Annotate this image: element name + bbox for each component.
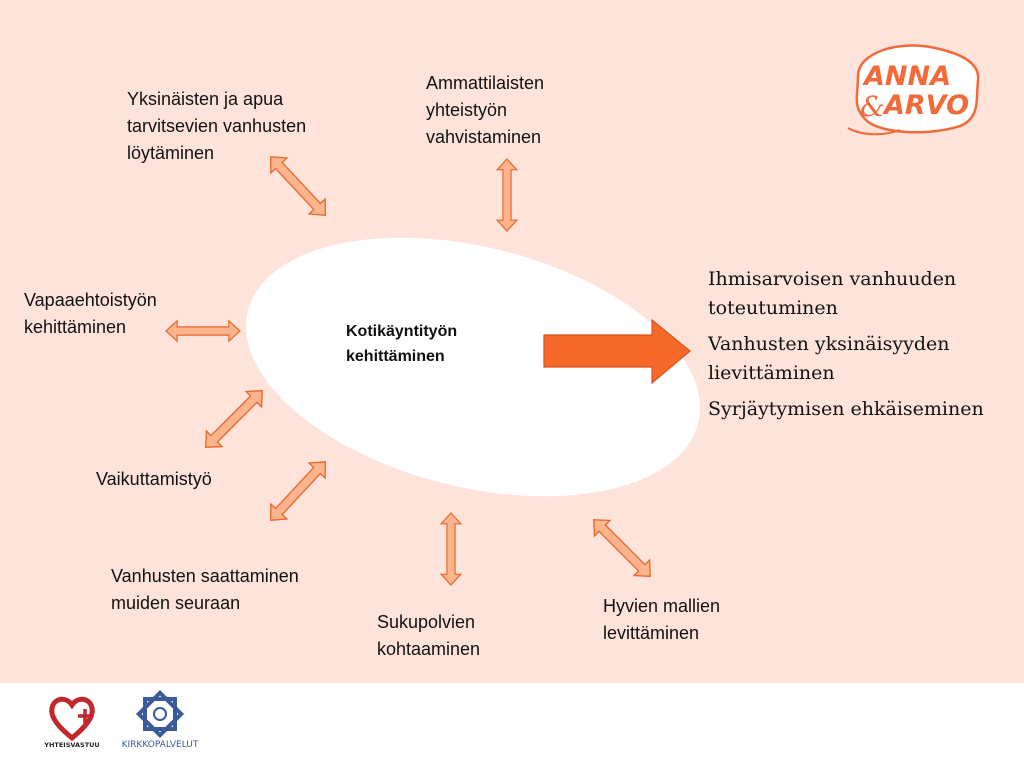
node-bottom-left-line1: Vanhusten saattaminen [111,566,299,586]
anna-arvo-word1: ANNA [864,61,951,92]
anna-arvo-word2: ARVO [884,90,970,121]
center-label-line2: kehittäminen [346,347,445,365]
node-top-line2: yhteistyön [426,100,508,120]
kirkkopalvelut-label: KIRKKOPALVELUT [121,740,199,750]
node-lower-left-line1: Vaikuttamistyö [96,469,212,489]
arrow-lower-left [198,383,270,455]
node-bottom-right [603,593,720,647]
node-bottom-line1: Sukupolvien [377,612,476,632]
node-bottom-left-line2: muiden seuraan [111,593,241,613]
center-label [346,320,457,370]
outcome-item-3-line1: Syrjäytymisen ehkäiseminen [708,397,984,420]
outcome-item-2-line2: lievittäminen [708,362,835,385]
node-top-line3: vahvistaminen [426,127,542,147]
outcome-item-2 [708,330,1018,389]
anna-arvo-amp: & [860,90,885,123]
outcome-item-1-line2: toteutuminen [708,297,838,320]
node-bottom-left [111,563,299,617]
outcomes-list [708,265,1018,430]
node-bottom-right-line1: Hyvien mallien [603,596,721,616]
node-top-line1: Ammattilaisten [426,73,545,93]
node-bottom-line2: kohtaaminen [377,639,481,659]
node-lower-left [96,466,212,493]
arrow-bottom-right [586,512,658,584]
node-left-line1: Vapaaehtoistyön [24,290,157,310]
outcome-item-2-line1: Vanhusten yksinäisyyden [708,332,950,355]
outcome-item-3 [708,395,1018,424]
arrow-top [497,159,517,231]
node-top [426,70,544,151]
node-bottom [377,609,480,663]
star-icon [139,693,181,735]
node-top-left-line1: Yksinäisten ja apua [127,89,284,109]
node-left-line2: kehittäminen [24,317,127,337]
center-label-line1: Kotikäyntityön [346,323,458,340]
node-top-left-line3: löytäminen [127,143,215,163]
outcome-item-1 [708,265,1018,324]
node-bottom-right-line2: levittäminen [603,623,700,643]
arrow-bottom [441,513,461,585]
node-left [24,287,157,341]
outcome-item-1-line1: Ihmisarvoisen vanhuuden [708,268,957,290]
node-top-left [127,86,306,167]
kirkkopalvelut-logo [122,693,199,750]
node-top-left-line2: tarvitsevien vanhusten [127,116,307,136]
arrow-bottom-left [263,454,334,528]
anna-arvo-logo [848,46,978,135]
yhteisvastuu-label: YHTEISVASTUU [44,741,100,749]
arrow-left [166,321,240,341]
yhteisvastuu-logo [43,699,99,749]
